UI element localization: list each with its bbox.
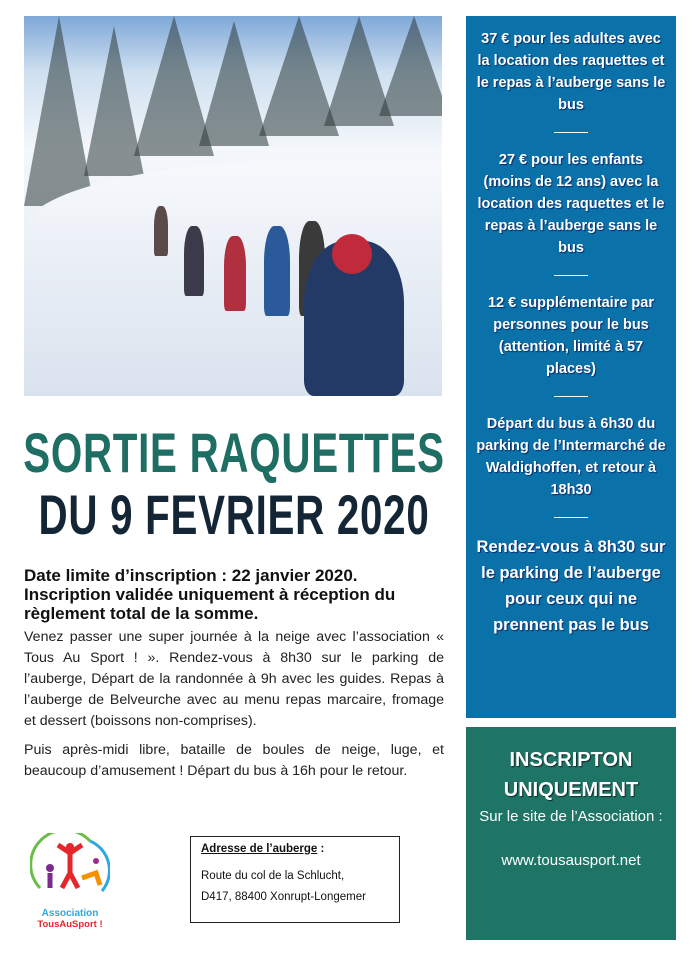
bus-price: 12 € supplémentaire par personnes pour le bus (attention, limité à 57 places) [487, 295, 654, 377]
description-paragraph: Venez passer une super journée à la neige avec l’association « Tous Au Sport ! ». Rendez-vous à 8h30 sur le parking de l’auberge, Départ de la randonnée à 9h avec les guides. Repas à l’auberge de Belveurche avec au menu repas marcaire, fromage et dessert (boissons non-comprises). [24, 629, 444, 729]
divider [554, 275, 588, 276]
divider [554, 396, 588, 397]
title-line-1: SORTIE RAQUETTES [23, 421, 445, 484]
address-label: Adresse de l’auberge [201, 843, 318, 855]
meeting-point: Rendez-vous à 8h30 sur le parking de l’auberge pour ceux qui ne prennent pas le bus [476, 538, 666, 634]
afternoon-paragraph: Puis après-midi libre, bataille de boules de neige, luge, et beaucoup d’amusement ! Départ du bus à 16h pour le retour. [24, 742, 444, 779]
bus-departure: Départ du bus à 6h30 du parking de l’Intermarché de Waldighoffen, et retour à 18h30 [476, 416, 666, 498]
adult-price: 37 € pour les adultes avec la location des raquettes et le repas à l’auberge sans le bus [476, 31, 666, 113]
logo-text-association: Association [41, 908, 99, 919]
signup-subtext: Sur le site de l’Association : [479, 808, 663, 825]
child-price: 27 € pour les enfants (moins de 12 ans) avec la location des raquettes et le repas à l’auberge sans le bus [477, 152, 665, 256]
main-text [24, 566, 444, 782]
registration-deadline: Date limite d’inscription : 22 janvier 2020. Inscription validée uniquement à réception du règlement total de la somme. [24, 566, 396, 623]
divider [554, 132, 588, 133]
address-line-2: D417, 88400 Xonrupt-Longemer [201, 891, 366, 903]
logo-text-name: TousAuSport ! [37, 919, 103, 930]
pricing-panel [466, 16, 676, 718]
title-line-2: DU 9 FEVRIER 2020 [38, 483, 430, 546]
divider [554, 517, 588, 518]
address-box [190, 836, 400, 923]
website-link[interactable]: www.tousausport.net [501, 852, 641, 869]
address-colon: : [317, 843, 325, 855]
signup-panel [466, 727, 676, 940]
hero-photo [24, 16, 442, 396]
address-line-1: Route du col de la Schlucht, [201, 870, 345, 882]
association-logo [30, 833, 110, 928]
signup-heading: INSCRIPTON UNIQUEMENT [503, 749, 639, 801]
